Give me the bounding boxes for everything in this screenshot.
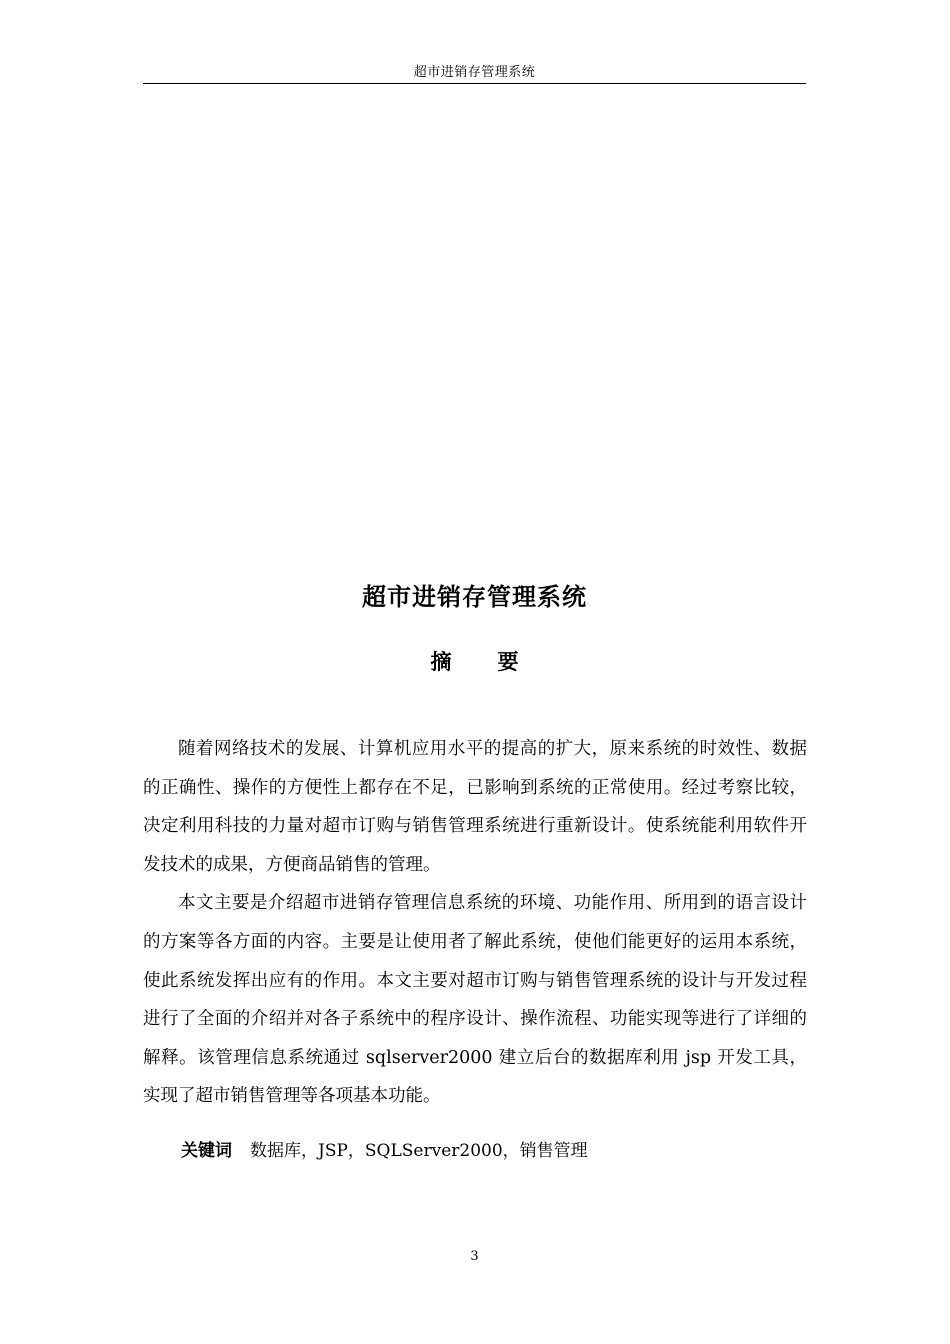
abstract-heading-char-1: 摘: [430, 650, 452, 674]
keywords-text: 数据库，JSP，SQLServer2000，销售管理: [250, 1141, 588, 1161]
abstract-heading-char-2: 要: [497, 650, 519, 674]
abstract-paragraph-1: 随着网络技术的发展、计算机应用水平的提高的扩大，原来系统的时效性、数据的正确性、操作的方便性上都存在不足，已影响到系统的正常使用。经过考察比较，决定利用科技的力量对超市订购与销售管理系统进行重新设计。使系统能利用软件开发技术的成果，方便商品销售的管理。: [143, 739, 807, 875]
document-title: 超市进销存管理系统: [362, 583, 587, 611]
keywords-label: 关键词: [181, 1141, 232, 1161]
page-number: 3: [470, 1249, 479, 1264]
running-header: 超市进销存管理系统: [413, 65, 536, 80]
abstract-paragraph-2: 本文主要是介绍超市进销存管理信息系统的环境、功能作用、所用到的语言设计的方案等各方面的内容。主要是让使用者了解此系统，使他们能更好的运用本系统，使此系统发挥出应有的作用。本文主要对超市订购与销售管理系统的设计与开发过程进行了全面的介绍并对各子系统中的程序设计、操作流程、功能实现等进行了详细的解释。该管理信息系统通过 sqlserver2000 建立后台的数据库利用 jsp 开发工具，实现了超市销售管理等各项基本功能。: [143, 893, 807, 1107]
header-divider: [143, 83, 806, 84]
abstract-heading: [143, 646, 806, 678]
abstract-body: [143, 730, 807, 1116]
keywords-line: [181, 1134, 588, 1168]
